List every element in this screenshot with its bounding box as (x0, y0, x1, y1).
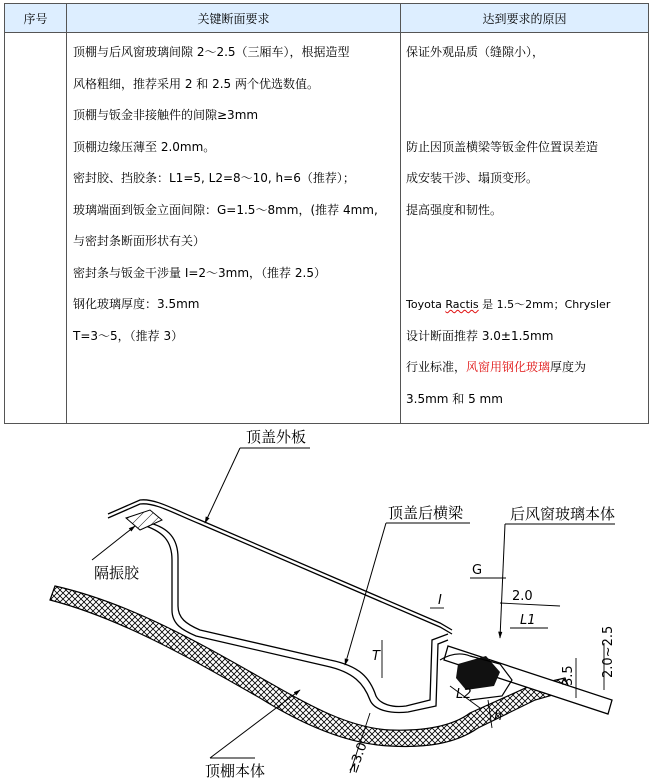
index-cell (5, 33, 67, 424)
requirement-line: 密封条与钣金干涉量 I=2～3mm，（推荐 2.5） (73, 265, 326, 280)
dim-2-0: 2.0 (512, 589, 533, 604)
dim-G: G (472, 563, 483, 578)
highlight-text: 风窗用钢化玻璃 (466, 360, 551, 374)
header-index: 序号 (5, 4, 67, 33)
requirement-line: 密封胶、挡胶条：L1=5, L2=8～10, h=6（推荐）； (73, 171, 355, 185)
reason-line: 提高强度和韧性。 (406, 202, 503, 217)
damping-glue (126, 510, 162, 530)
requirement-line: T=3～5，（推荐 3） (73, 328, 184, 343)
dim-T: T (372, 649, 380, 664)
requirement-line: 顶棚与后风窗玻璃间隙 2～2.5（三厢车），根据造型 (73, 45, 350, 59)
section-diagram (0, 428, 652, 782)
label-damping-glue: 隔振胶 (94, 564, 140, 582)
header-requirements: 关键断面要求 (67, 4, 401, 33)
dim-2-0-2-5: 2.0~2.5 (601, 625, 616, 678)
reason-line: Toyota Ractis 是 1.5～2mm；Chrysler (406, 298, 611, 311)
reason-line: 3.5mm 和 5 mm (406, 391, 503, 406)
label-roof-rear-beam: 顶盖后横梁 (388, 504, 464, 522)
requirement-line: 玻璃端面到钣金立面间隙：G=1.5～8mm，(推荐 4mm, (73, 202, 378, 217)
reasons-cell (401, 33, 649, 424)
label-rear-glass: 后风窗玻璃本体 (510, 505, 616, 523)
reason-line: 防止因顶盖横梁等钣金件位置误差造 (406, 139, 599, 154)
roof-rear-beam (150, 523, 448, 707)
header-reasons: 达到要求的原因 (401, 4, 649, 33)
reason-line: 成安装干涉、塌顶变形。 (406, 171, 539, 185)
label-roof-outer-panel: 顶盖外板 (246, 428, 307, 446)
table-header-row (5, 4, 649, 33)
dim-L1: L1 (520, 613, 536, 628)
reason-line: 行业标准，风窗用钢化玻璃厚度为 (406, 360, 587, 374)
reason-line: 设计断面推荐 3.0±1.5mm (406, 328, 554, 343)
table-row (5, 33, 649, 424)
requirement-line: 钢化玻璃厚度：3.5mm (73, 297, 200, 311)
requirement-line: 风格粗细，推荐采用 2 和 2.5 两个优选数值。 (73, 76, 319, 91)
requirement-line: 与密封条断面形状有关） (73, 234, 206, 248)
requirement-line: 顶棚与钣金非接触件的间隙≥3mm (73, 108, 259, 122)
label-headliner: 顶棚本体 (205, 762, 266, 780)
requirement-line: 顶棚边缘压薄至 2.0mm。 (73, 139, 216, 154)
dim-h: h (494, 709, 503, 724)
reason-line: 保证外观品质（缝隙小）， (406, 45, 545, 59)
requirements-cell (67, 33, 401, 424)
brand-name: Ractis (445, 298, 479, 311)
dim-3-0: ≥3.0 (345, 740, 371, 776)
spec-table (4, 3, 649, 424)
dim-L2: L2 (456, 687, 472, 702)
dim-3-5: 3.5 (561, 665, 576, 686)
dim-I: I (438, 593, 442, 608)
